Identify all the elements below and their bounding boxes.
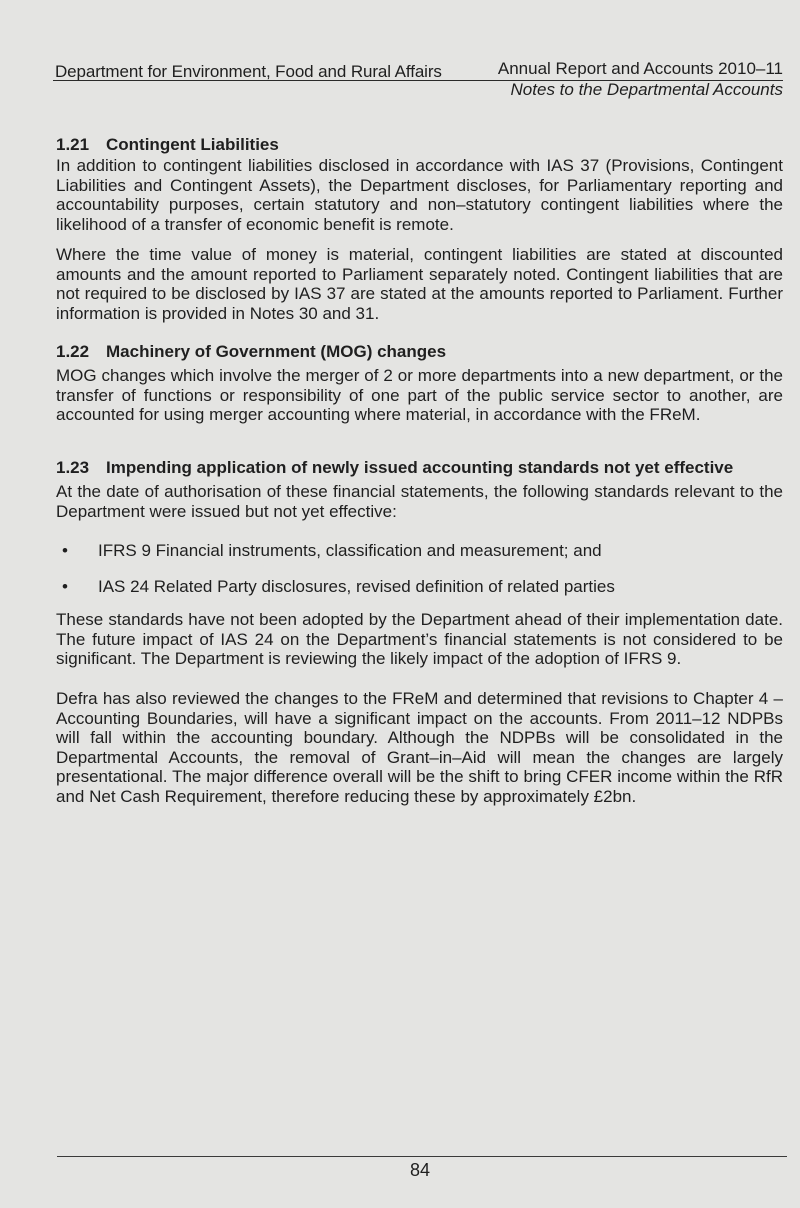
- heading-number: 1.23: [56, 458, 90, 477]
- list-item-text: IFRS 9 Financial instruments, classification and measurement; and: [98, 541, 602, 560]
- list-item: [62, 541, 602, 561]
- heading-impending-standards: [56, 458, 733, 478]
- paragraph: These standards have not been adopted by the Department ahead of their implementation date. The future impact of IAS 24 on the Department’s financial statements is not considered to be significant. The Department is reviewing the likely impact of the adoption of IFRS 9.: [56, 610, 783, 668]
- report-title: Annual Report and Accounts 2010–11: [497, 59, 783, 78]
- heading-contingent-liabilities: [56, 135, 279, 155]
- page-number: 84: [409, 1160, 431, 1180]
- department-name: Department for Environment, Food and Rural Affairs: [55, 62, 442, 81]
- section-subtitle: Notes to the Departmental Accounts: [510, 80, 783, 99]
- paragraph: Where the time value of money is material, contingent liabilities are stated at discounted amounts and the amount reported to Parliament separately noted. Contingent liabilities that are not required to be disclosed by IAS 37 are stated at the amounts reported to Parliament. Further information is provided in Notes 30 and 31.: [56, 245, 783, 323]
- list-item: [62, 577, 615, 597]
- bullet-icon: •: [62, 577, 68, 596]
- heading-mog-changes: [56, 342, 446, 362]
- heading-number: 1.21: [56, 135, 90, 154]
- heading-text: Machinery of Government (MOG) changes: [106, 342, 447, 361]
- heading-text: Contingent Liabilities: [106, 135, 279, 154]
- paragraph: In addition to contingent liabilities disclosed in accordance with IAS 37 (Provisions, Contingent Liabilities and Contingent Assets), the Department discloses, for Parliamentary reporting and accountability purposes, certain statutory and non–statutory contingent liabilities where the likelihood of a transfer of economic benefit is remote.: [56, 156, 783, 234]
- paragraph: Defra has also reviewed the changes to the FReM and determined that revisions to Chapter 4 – Accounting Boundaries, will have a significant impact on the accounts. From 2011–12 NDPBs will fall within the accounting boundary. Although the NDPBs will be consolidated in the Departmental Accounts, the removal of Grant–in–Aid will mean the changes are largely presentational. The major difference overall will be the shift to bring CFER income within the RfR and Net Cash Requirement, therefore reducing these by approximately £2bn.: [56, 689, 783, 806]
- paragraph: MOG changes which involve the merger of 2 or more departments into a new department, or the transfer of functions or responsibility of one part of the public service sector to another, are accounted for using merger accounting where material, in accordance with the FReM.: [56, 366, 783, 424]
- list-item-text: IAS 24 Related Party disclosures, revised definition of related parties: [98, 577, 615, 596]
- footer-rule: [57, 1156, 787, 1157]
- bullet-icon: •: [62, 541, 68, 560]
- heading-text: Impending application of newly issued accounting standards not yet effective: [106, 458, 734, 477]
- paragraph: At the date of authorisation of these financial statements, the following standards relevant to the Department were issued but not yet effective:: [56, 482, 783, 521]
- heading-number: 1.22: [56, 342, 90, 361]
